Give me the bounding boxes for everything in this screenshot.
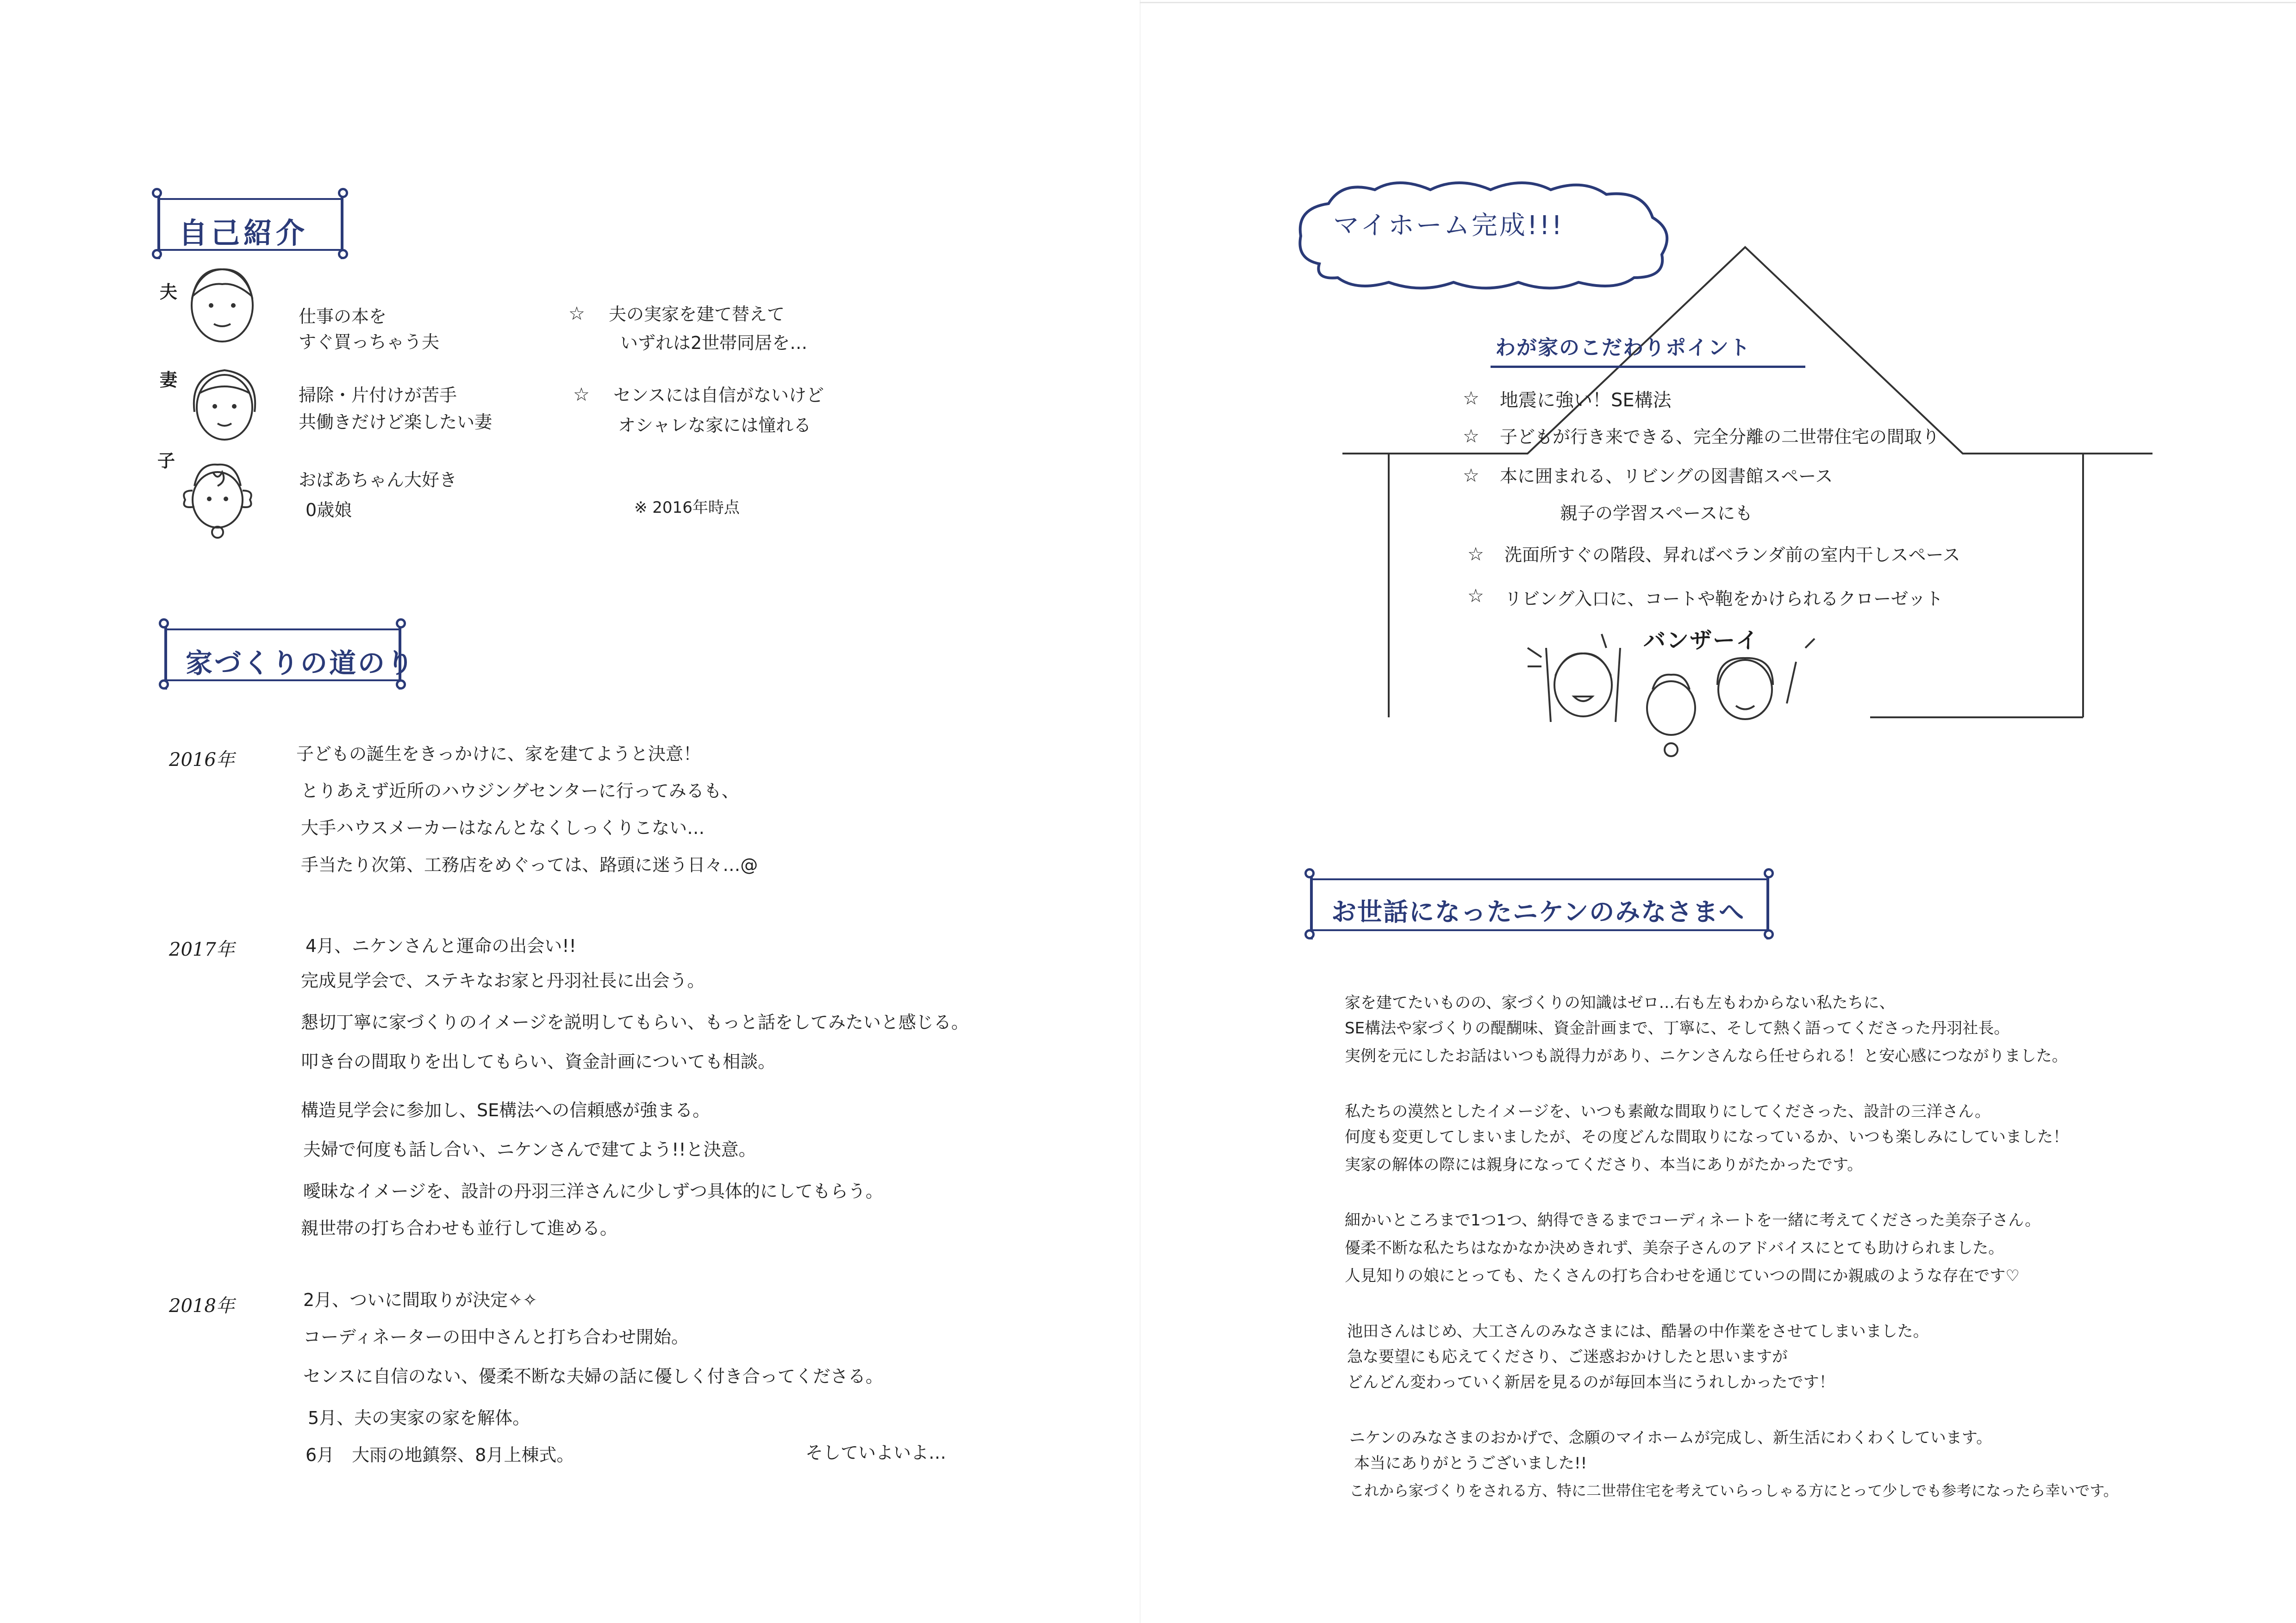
y2018-line-1: 2月、ついに間取りが決定✧✧ — [303, 1290, 537, 1310]
thanks-p2-line-3: 実家の解体の際には親身になってくださり、本当にありがたかったです。 — [1345, 1156, 1863, 1174]
husband-desc-line-1: 仕事の本を — [299, 306, 387, 327]
y2018-line-5: 6月 大雨の地鎮祭、8月上棟式。 — [306, 1445, 574, 1465]
thanks-p4-line-1: 池田さんはじめ、大工さんのみなさまには、酷暑の中作業をさせてしまいました。 — [1347, 1322, 1929, 1341]
point-5-star-icon: ☆ — [1467, 585, 1484, 607]
intro-heading-frame — [157, 190, 343, 259]
paper-edge — [1140, 2, 2296, 3]
thanks-heading-frame — [1310, 870, 1769, 939]
role-wife: 妻 — [160, 370, 178, 390]
thanks-p5-line-2: 本当にありがとうございました!! — [1354, 1454, 1587, 1473]
y2017-line-4: 叩き台の間取りを出してもらい、資金計画についても相談。 — [301, 1051, 776, 1072]
note-1-line-2: いずれは2世帯同居を… — [620, 333, 808, 353]
y2018-line-3: センスに自信のない、優柔不断な夫婦の話に優しく付き合ってくださる。 — [303, 1366, 883, 1387]
y2017-line-3: 懇切丁寧に家づくりのイメージを説明してもらい、もっと話をしてみたいと感じる。 — [301, 1012, 969, 1032]
year-2018: 2018年 — [169, 1295, 235, 1317]
note-2-line-1: センスには自信がないけど — [613, 385, 824, 405]
y2017-line-1: 4月、ニケンさんと運命の出会い!! — [306, 936, 576, 956]
wife-desc-line-1: 掃除・片付けが苦手 — [299, 385, 457, 405]
thanks-p3-line-3: 人見知りの娘にとっても、たくさんの打ち合わせを通じていつの間にか親戚のような存在です♡ — [1345, 1267, 2020, 1285]
role-child: 子 — [157, 451, 175, 471]
husband-desc-line-2: すぐ買っちゃう夫 — [299, 332, 440, 352]
thanks-p1-line-1: 家を建てたいものの、家づくりの知識はゼロ…右も左もわからない私たちに、 — [1345, 994, 1895, 1012]
point-2-star-icon: ☆ — [1463, 426, 1479, 447]
thanks-p1-line-2: SE構法や家づくりの醍醐味、資金計画まで、丁寧に、そして熱く語ってくださった丹羽社長。 — [1345, 1019, 2010, 1038]
child-desc-line-1: おばあちゃん大好き — [299, 470, 457, 490]
wife-desc-line-2: 共働きだけど楽したい妻 — [299, 412, 493, 432]
note-1-star-icon: ☆ — [568, 303, 585, 324]
house-heading: わが家のこだわりポイント — [1495, 336, 1751, 360]
y2016-line-2: とりあえず近所のハウジングセンターに行ってみるも、 — [301, 781, 739, 801]
page-fold — [1140, 0, 1141, 1623]
journey-trail: そしていよいよ… — [805, 1443, 947, 1463]
y2018-line-4: 5月、夫の実家の家を解体。 — [308, 1408, 530, 1428]
journey-heading: 家づくりの道のり — [186, 647, 416, 679]
husband-face-icon — [181, 259, 264, 352]
thanks-p3-line-2: 優柔不断な私たちはなかなか決めきれず、美奈子さんのアドバイスにとても助けられました。 — [1345, 1239, 2004, 1257]
y2018-line-2: コーディネーターの田中さんと打ち合わせ開始。 — [303, 1327, 689, 1347]
thanks-p2-line-1: 私たちの漠然としたイメージを、いつも素敵な間取りにしてくださった、設計の三洋さん。 — [1345, 1102, 1991, 1121]
year-2017: 2017年 — [169, 939, 235, 960]
journey-heading-frame — [164, 620, 416, 690]
point-4-star-icon: ☆ — [1467, 544, 1484, 565]
wife-face-icon — [181, 356, 268, 449]
intro-heading: 自己紹介 — [179, 216, 309, 250]
child-face-icon — [167, 444, 268, 546]
y2017-line-8: 親世帯の打ち合わせも並行して進める。 — [301, 1218, 618, 1238]
thanks-p2-line-2: 何度も変更してしまいましたが、その度どんな間取りになっているか、いつも楽しみにしていました！ — [1345, 1128, 2069, 1146]
y2017-line-5: 構造見学会に参加し、SE構法への信頼感が強まる。 — [301, 1100, 711, 1120]
year-2016: 2016年 — [169, 749, 235, 771]
thanks-p4-line-3: どんどん変わっていく新居を見るのが毎回本当にうれしかったです！ — [1347, 1373, 1835, 1392]
thanks-p5-line-1: ニケンのみなさまのおかげで、念願のマイホームが完成し、新生活にわくわくしています。 — [1349, 1429, 1992, 1447]
y2017-line-2: 完成見学会で、ステキなお家と丹羽社長に出会う。 — [301, 970, 705, 991]
point-1-line-1: 地震に強い！SE構法 — [1500, 390, 1672, 411]
point-4-line-1: 洗面所すぐの階段、昇ればベランダ前の室内干しスペース — [1504, 545, 1960, 565]
point-3-line-1: 本に囲まれる、リビングの図書館スペース — [1500, 466, 1833, 486]
point-3-line-2: 親子の学習スペースにも — [1560, 503, 1753, 523]
intro-footnote: ※ 2016年時点 — [634, 498, 740, 517]
cheer-text: バンザーイ — [1643, 628, 1759, 653]
note-2-star-icon: ☆ — [573, 384, 590, 405]
y2016-line-1: 子どもの誕生をきっかけに、家を建てようと決意！ — [296, 744, 701, 764]
thanks-p4-line-2: 急な要望にも応えてくださり、ご迷惑おかけしたと思いますが — [1347, 1348, 1788, 1366]
y2017-line-7: 曖昧なイメージを、設計の丹羽三洋さんに少しずつ具体的にしてもらう。 — [303, 1181, 883, 1201]
note-1-line-1: 夫の実家を建て替えて — [609, 304, 785, 324]
point-2-line-1: 子どもが行き来できる、完全分離の二世帯住宅の間取り — [1500, 427, 1940, 447]
thanks-p3-line-1: 細かいところまで1つ1つ、納得できるまでコーディネートを一緒に考えてくださった美奈子さん。 — [1345, 1211, 2041, 1230]
point-3-star-icon: ☆ — [1463, 465, 1479, 486]
house-heading-underline — [1491, 366, 1805, 368]
y2016-line-3: 大手ハウスメーカーはなんとなくしっくりこない… — [301, 818, 705, 838]
note-2-line-2: オシャレな家には憧れる — [618, 415, 811, 435]
thanks-heading: お世話になったニケンのみなさまへ — [1331, 897, 1745, 927]
y2017-line-6: 夫婦で何度も話し合い、ニケンさんで建てよう!!と決意。 — [303, 1139, 756, 1160]
y2016-line-4: 手当たり次第、工務店をめぐっては、路頭に迷う日々…@ — [301, 855, 758, 875]
bubble-title: マイホーム完成!!! — [1333, 211, 1564, 241]
point-5-line-1: リビング入口に、コートや鞄をかけられるクローゼット — [1504, 589, 1943, 609]
role-husband: 夫 — [160, 282, 178, 302]
point-1-star-icon: ☆ — [1463, 388, 1479, 409]
child-desc-line-2: 0歳娘 — [306, 500, 352, 520]
thanks-p5-line-3: これから家づくりをされる方、特に二世帯住宅を考えていらっしゃる方にとって少しでも参考になったら幸いです。 — [1349, 1482, 2118, 1499]
thanks-p1-line-3: 実例を元にしたお話はいつも説得力があり、ニケンさんなら任せられる！と安心感につながりました。 — [1345, 1047, 2068, 1065]
